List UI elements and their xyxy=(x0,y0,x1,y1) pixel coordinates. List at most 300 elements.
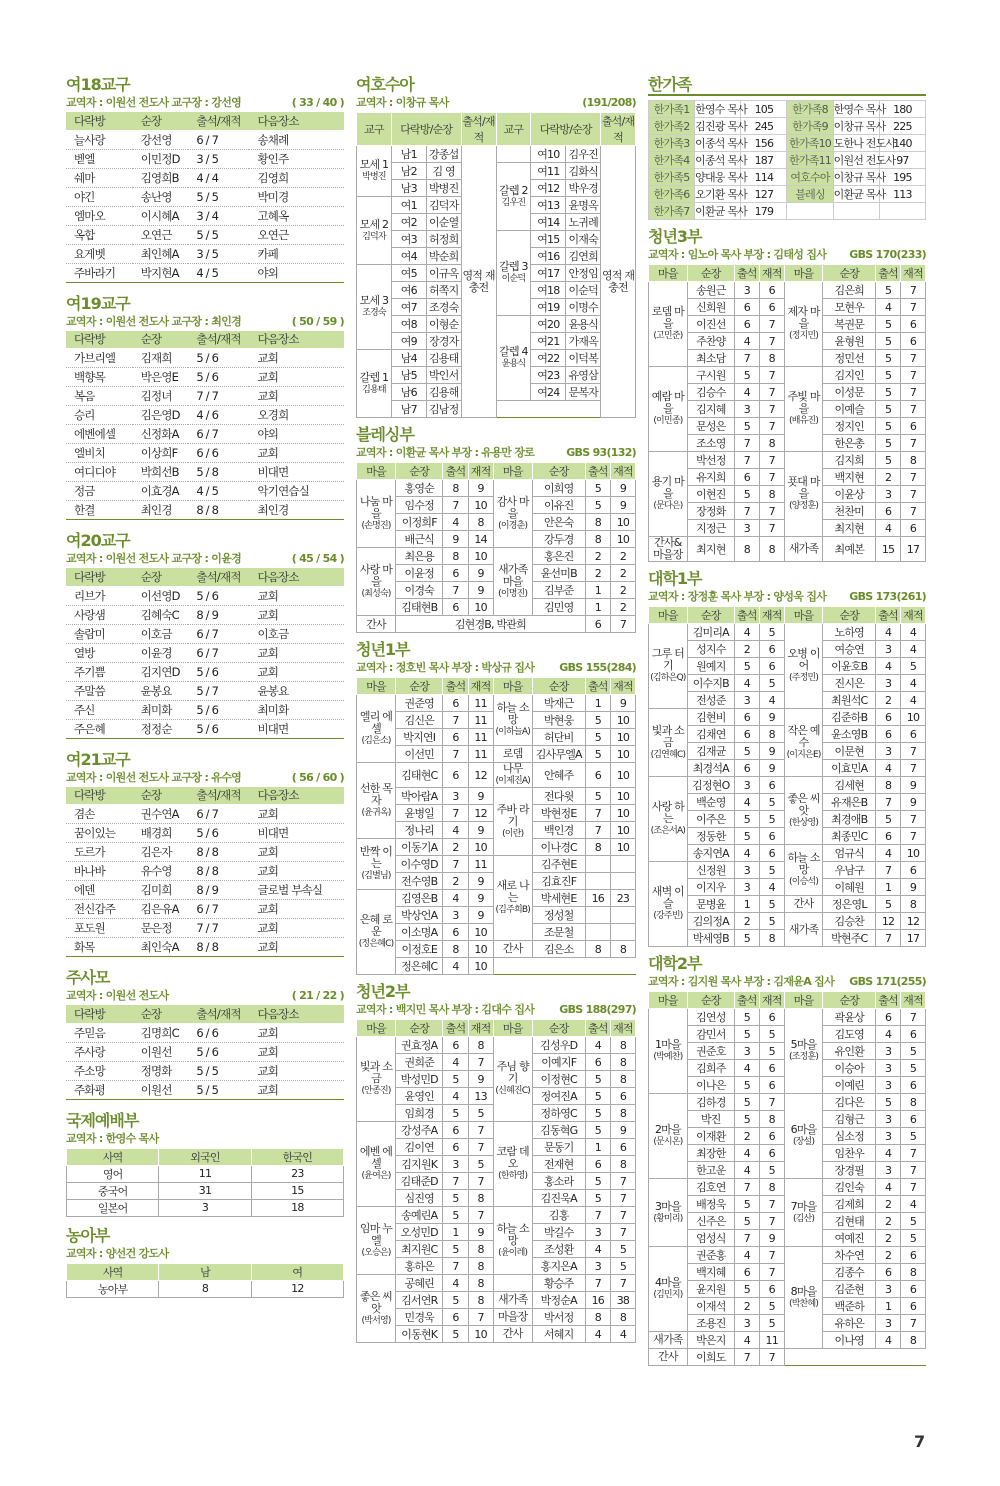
college1-village-leader: (주정민) xyxy=(789,673,819,683)
youth3-cell: 정민선 xyxy=(823,350,876,367)
parish-3-cell: 8 / 9 xyxy=(188,881,249,900)
college1-cell: 김현비 xyxy=(687,709,734,726)
college2-cell: 8 xyxy=(901,1264,926,1281)
youth3-cell: 5 xyxy=(876,333,901,350)
yeohosua-cell: 여20 xyxy=(531,316,566,333)
youth3-cell: 7 xyxy=(901,401,926,418)
college2-cell: 김준현 xyxy=(823,1281,876,1298)
youth3-village-leader: (정지민) xyxy=(789,331,819,341)
youth2-cell: 3 xyxy=(585,1224,610,1241)
parish-3-info xyxy=(66,771,344,784)
yeohosua-cell: 허정희 xyxy=(426,231,461,248)
youth3-cell: 5 xyxy=(876,435,901,452)
parish-3-count: ( 56 / 60 ) xyxy=(291,770,344,784)
parish-0-cell: 이민정D xyxy=(133,149,189,168)
college2-cell: 7 xyxy=(901,1145,926,1162)
blessing-village xyxy=(493,548,532,616)
youth2-cell: 5 xyxy=(585,1071,610,1088)
parish-4-cell: 5 / 5 xyxy=(188,1080,249,1099)
youth1-header: 순장 xyxy=(396,678,443,695)
college2-cell: 유인환 xyxy=(823,1043,876,1060)
college2-cell: 7 xyxy=(734,1179,759,1196)
parish-3-cell: 5 / 6 xyxy=(188,824,249,843)
yeohosua-group-leader: 김용태 xyxy=(362,384,386,395)
college1-cell: 5 xyxy=(734,743,759,760)
youth3-row xyxy=(649,537,926,562)
yeohosua-group-name: 모세 3 xyxy=(359,294,389,307)
youth3-cell: 7 xyxy=(734,503,759,520)
college1-cell: 4 xyxy=(876,624,901,641)
college1-cell: 이문현 xyxy=(823,743,876,760)
youth3-cell: 5 xyxy=(876,401,901,418)
yeohosua-cell: 허쪽지 xyxy=(426,282,461,299)
youth3-cell: 최예본 xyxy=(823,537,876,562)
college2-village-name: 3마을 xyxy=(654,1199,681,1213)
youth3-info xyxy=(648,248,926,261)
college2-cell: 차수연 xyxy=(823,1247,876,1264)
yeohosua-cell: 여9 xyxy=(391,333,426,350)
intl-worship-cell: 23 xyxy=(251,1165,343,1182)
youth3-cell: 7 xyxy=(759,418,784,435)
youth1-cell xyxy=(610,907,635,924)
youth2-cell: 홍하은 xyxy=(396,1258,443,1275)
parish-1-cell: 엘비치 xyxy=(66,444,133,463)
college2-cell: 5 xyxy=(734,1077,759,1094)
college1-cell: 4 xyxy=(734,675,759,692)
parish-0-header: 순장 xyxy=(133,112,189,130)
youth3-header: 순장 xyxy=(687,265,734,282)
parish-1-cell: 5 / 6 xyxy=(188,368,249,387)
blessing-cell: 6 xyxy=(443,599,468,616)
youth1-cell: 허단비 xyxy=(532,729,585,746)
youth2-cell: 5 xyxy=(585,1190,610,1207)
parish-1-cell: 복음 xyxy=(66,387,133,406)
parish-3-row xyxy=(66,938,344,957)
college1-village-name: 사랑 하는 xyxy=(651,800,684,825)
parish-3-row xyxy=(66,900,344,919)
college1-cell: 4 xyxy=(876,658,901,675)
family-cell: 245 xyxy=(741,118,787,135)
college1-cell: 이혜원 xyxy=(823,879,876,896)
family-cell: 여호수아 xyxy=(787,169,833,186)
blessing-cell: 배근식 xyxy=(396,531,443,548)
deaf-dept-info xyxy=(66,1247,344,1260)
deaf-dept-cell: 12 xyxy=(251,1280,343,1297)
parish-1-cell: 최인경 xyxy=(133,501,189,520)
blessing-header: 출석 xyxy=(443,463,468,480)
youth1-header: 재적 xyxy=(610,678,635,695)
family-cell: 한가족3 xyxy=(649,135,695,152)
college2-village-name: 6마을 xyxy=(790,1123,817,1136)
youth2-header: 출석 xyxy=(585,1020,610,1037)
youth3-count: GBS 170(233) xyxy=(849,248,926,261)
family-cell: 블레싱 xyxy=(787,186,833,203)
college2-cell: 4 xyxy=(901,1196,926,1213)
youth3-cell: 송원근 xyxy=(687,282,734,299)
parish-1-row xyxy=(66,463,344,482)
college1-cell: 윤소영B xyxy=(823,726,876,743)
parish-0-cell: 카페 xyxy=(249,244,344,263)
youth2-cell: 5 xyxy=(443,1105,468,1122)
college1-cell: 6 xyxy=(759,658,784,675)
youth3-cell: 구시원 xyxy=(687,367,734,384)
youth1-header: 출석 xyxy=(585,678,610,695)
college2-cell: 7 xyxy=(759,1094,784,1111)
youth2-village-name: 새가족 xyxy=(497,1293,528,1306)
college1-cell: 4 xyxy=(734,845,759,862)
youth3-village-leader: (배유진) xyxy=(789,416,819,426)
parish-3-staff: 교역자 : 이원선 전도사 교구장 : 유수영 xyxy=(66,770,242,784)
yeohosua-cell: 김연희 xyxy=(566,248,601,265)
college2-village xyxy=(649,1247,688,1332)
youth2-cell: 권희준 xyxy=(396,1054,443,1071)
youth3-cell: 8 xyxy=(759,435,784,452)
yeohosua-cell: 남4 xyxy=(391,350,426,367)
youth3-cell: 5 xyxy=(876,418,901,435)
youth2-row xyxy=(357,1309,636,1326)
youth2-village-leader: (오승은) xyxy=(361,1247,391,1258)
college1-village-name: 오병 이어 xyxy=(787,647,820,672)
college1-cell: 7 xyxy=(901,743,926,760)
youth2-cell: 4 xyxy=(443,1275,468,1292)
college2-cell: 5 xyxy=(734,1196,759,1213)
parish-1-cell: 백향목 xyxy=(66,368,133,387)
college1-cell: 7 xyxy=(901,760,926,777)
college1-cell: 3 xyxy=(734,862,759,879)
parish-1-table xyxy=(66,331,344,521)
youth1-cell: 1 xyxy=(585,695,610,712)
college1-cell: 3 xyxy=(876,743,901,760)
youth1-village xyxy=(493,856,532,941)
yeohosua-note: 영적 재충전 xyxy=(601,146,636,418)
parish-3-row xyxy=(66,919,344,938)
youth3-header: 출석 xyxy=(876,265,901,282)
youth1-cell: 이나경C xyxy=(532,839,585,856)
college2-cell: 김제희 xyxy=(823,1196,876,1213)
parish-2-cell: 5 / 7 xyxy=(188,681,249,700)
youth3-village-leader: (양정훈) xyxy=(789,501,819,511)
college2-cell: 윤지원 xyxy=(687,1281,734,1298)
parish-1-cell: 교회 xyxy=(249,349,344,368)
college2-cell: 7 xyxy=(901,1009,926,1026)
college2-cell: 이예린 xyxy=(823,1077,876,1094)
parish-0-header: 출석/재적 xyxy=(188,112,249,130)
college2-cell: 3 xyxy=(876,1043,901,1060)
blessing-cell: 14 xyxy=(468,531,493,548)
college1-cell: 5 xyxy=(901,658,926,675)
college2-cell: 김종수 xyxy=(823,1264,876,1281)
college1-cell: 4 xyxy=(901,675,926,692)
college2-cell: 이희도 xyxy=(687,1349,734,1366)
family-cell: 113 xyxy=(879,186,925,203)
parish-1-cell: 7 / 7 xyxy=(188,387,249,406)
youth1-cell: 10 xyxy=(610,788,635,805)
parish-2-cell: 리브가 xyxy=(66,586,133,605)
college1-cell: 7 xyxy=(876,862,901,879)
yeohosua-group-name: 갈렙 4 xyxy=(499,345,528,358)
youth3-cell: 6 xyxy=(901,333,926,350)
parish-1-row xyxy=(66,368,344,387)
parish-3-cell: 7 / 7 xyxy=(188,919,249,938)
college2-village xyxy=(649,1332,688,1349)
college2-header: 순장 xyxy=(823,992,876,1009)
college2-row xyxy=(649,1009,926,1026)
college2-title: 대학2부 xyxy=(648,954,702,973)
college2-village-name: 간사 xyxy=(658,1350,678,1363)
parish-2-row xyxy=(66,643,344,662)
youth1-cell: 박지연I xyxy=(396,729,443,746)
parish-2-cell: 주기쁨 xyxy=(66,662,133,681)
youth1-cell: 백인경 xyxy=(532,822,585,839)
college2-village-leader: (김산) xyxy=(792,1213,815,1224)
parish-3-table xyxy=(66,787,344,958)
youth3-cell: 8 xyxy=(901,452,926,469)
youth3-cell: 7 xyxy=(759,401,784,418)
college2-cell: 박은지 xyxy=(687,1332,734,1349)
parish-1-cell: 이효경A xyxy=(133,482,189,501)
yeohosua-cell: 여3 xyxy=(391,231,426,248)
youth1-count: GBS 155(284) xyxy=(559,661,636,674)
family-cell: 한가족9 xyxy=(787,118,833,135)
youth1-cell: 9 xyxy=(468,890,493,907)
youth3-cell: 7 xyxy=(759,452,784,469)
college2-cell: 6 xyxy=(759,1060,784,1077)
youth1-cell xyxy=(610,873,635,890)
college2-cell: 권준호 xyxy=(687,1043,734,1060)
college1-cell: 5 xyxy=(759,811,784,828)
intl-worship-title: 국제예배부 xyxy=(66,1110,139,1130)
blessing-cell: 2 xyxy=(610,565,635,582)
parish-4-cell: 5 / 6 xyxy=(188,1042,249,1061)
college2-cell: 김현태 xyxy=(823,1213,876,1230)
parish-2-header: 출석/재적 xyxy=(188,568,249,586)
youth2-header: 순장 xyxy=(396,1020,443,1037)
youth3-cell: 5 xyxy=(734,367,759,384)
youth1-row xyxy=(357,856,636,873)
parish-1-cell: 교회 xyxy=(249,387,344,406)
family-cell: 도한나 전도사 xyxy=(833,135,879,152)
college2-village xyxy=(649,1349,688,1366)
parish-4-cell: 김명희C xyxy=(133,1023,189,1042)
family-cell: 이종석 목사 xyxy=(695,152,741,169)
blessing-staff: 교역자 : 이환균 목사 부장 : 유용만 장로 xyxy=(356,446,535,459)
parish-2-cell: 8 / 9 xyxy=(188,605,249,624)
parish-2-count: ( 45 / 54 ) xyxy=(291,552,344,565)
college2-cell: 5 xyxy=(901,1060,926,1077)
college2-cell: 장경필 xyxy=(823,1162,876,1179)
blessing-cell: 8 xyxy=(443,480,468,497)
college1-cell: 4 xyxy=(759,879,784,896)
youth1-cell: 6 xyxy=(443,924,468,941)
college1-cell: 김미리A xyxy=(687,624,734,641)
parish-3-cell: 도르가 xyxy=(66,843,133,862)
deaf-dept-row xyxy=(67,1280,344,1297)
parish-3-cell: 김미희 xyxy=(133,881,189,900)
parish-2-cell: 주말씀 xyxy=(66,681,133,700)
deaf-dept-title: 농아부 xyxy=(66,1225,110,1245)
parish-0-cell: 강선영 xyxy=(133,130,189,149)
youth1-village xyxy=(357,763,396,839)
youth2-cell: 8 xyxy=(468,1258,493,1275)
youth3-title: 청년3부 xyxy=(648,227,702,246)
youth2-village-leader: (한하영) xyxy=(498,1171,528,1181)
college1-cell: 송지연A xyxy=(687,845,734,862)
parish-4-staff: 교역자 : 이원선 전도사 xyxy=(66,989,169,1002)
college2-cell: 7 xyxy=(759,1349,784,1366)
college2-cell: 5 xyxy=(734,1213,759,1230)
yeohosua-cell: 여13 xyxy=(531,197,566,214)
youth1-cell: 9 xyxy=(468,822,493,839)
youth3-cell: 7 xyxy=(901,282,926,299)
parish-0-row xyxy=(66,244,344,263)
youth2-cell: 5 xyxy=(585,1173,610,1190)
youth2-cell: 6 xyxy=(610,1139,635,1156)
parish-3-cell: 화목 xyxy=(66,938,133,957)
parish-3-cell: 겸손 xyxy=(66,805,133,824)
youth2-cell: 김홍 xyxy=(532,1207,585,1224)
college2-cell: 엄성식 xyxy=(687,1230,734,1247)
college2-cell: 백준하 xyxy=(823,1298,876,1315)
youth3-cell: 주찬양 xyxy=(687,333,734,350)
parish-0-cell: 김영희B xyxy=(133,168,189,187)
blessing-cell: 김부준 xyxy=(532,582,585,599)
college1-cell: 최경애B xyxy=(823,811,876,828)
blessing-cell: 8 xyxy=(468,514,493,531)
yeohosua-row xyxy=(357,401,636,418)
youth1-cell: 10 xyxy=(610,746,635,763)
parish-3-title: 여21교구 xyxy=(66,749,130,769)
youth3-village xyxy=(649,537,688,562)
parish-3-cell: 교회 xyxy=(249,843,344,862)
youth2-village xyxy=(493,1207,532,1275)
youth2-row xyxy=(357,1207,636,1224)
family-table xyxy=(648,100,926,220)
parish-1-row xyxy=(66,501,344,520)
college2-cell: 6 xyxy=(759,1128,784,1145)
deaf-dept-header: 남 xyxy=(159,1263,251,1280)
column-right xyxy=(648,68,926,1374)
youth2-cell: 6 xyxy=(443,1037,468,1054)
parish-3-header: 출석/재적 xyxy=(188,787,249,805)
youth1-cell: 안혜주 xyxy=(532,763,585,788)
college1-cell: 성지수 xyxy=(687,641,734,658)
parish-0-row xyxy=(66,149,344,168)
parish-1-cell: 야외 xyxy=(249,425,344,444)
family-cell xyxy=(787,203,833,220)
college1-cell: 2 xyxy=(734,641,759,658)
youth3-cell: 이윤상 xyxy=(823,486,876,503)
parish-2-header: 다락방 xyxy=(66,568,133,586)
blessing-cell: 안은숙 xyxy=(532,514,585,531)
youth3-cell: 7 xyxy=(901,299,926,316)
parish-4-cell: 주화평 xyxy=(66,1080,133,1099)
blessing-cell: 임수정 xyxy=(396,497,443,514)
youth3-table xyxy=(648,264,926,562)
college1-cell: 6 xyxy=(734,726,759,743)
college1-village xyxy=(649,777,688,862)
blessing-header: 마을 xyxy=(493,463,532,480)
parish-3-cell: 8 / 8 xyxy=(188,843,249,862)
deaf-dept-table xyxy=(66,1263,344,1298)
parish-1-cell: 6 / 6 xyxy=(188,444,249,463)
youth3-cell: 박선정 xyxy=(687,452,734,469)
yeohosua-cell: 여8 xyxy=(391,316,426,333)
college1-header: 마을 xyxy=(649,607,688,624)
parish-1-cell: 오경희 xyxy=(249,406,344,425)
youth3-cell: 7 xyxy=(734,452,759,469)
youth2-cell: 박정순A xyxy=(532,1292,585,1309)
youth2-cell: 전재현 xyxy=(532,1156,585,1173)
youth3-cell: 6 xyxy=(901,418,926,435)
youth1-cell: 7 xyxy=(443,805,468,822)
college2-cell: 5 xyxy=(734,1026,759,1043)
parish-0-info xyxy=(66,96,344,109)
blessing-cell: 최은용 xyxy=(396,548,443,565)
youth1-cell: 김은소 xyxy=(532,941,585,958)
youth2-cell: 김지원K xyxy=(396,1156,443,1173)
youth2-header: 순장 xyxy=(532,1020,585,1037)
college1-row xyxy=(649,777,926,794)
youth3-header: 재적 xyxy=(901,265,926,282)
college2-village-name: 4마을 xyxy=(654,1276,681,1289)
parish-4-header: 순장 xyxy=(133,1005,189,1023)
college1-cell: 3 xyxy=(876,675,901,692)
youth1-cell: 10 xyxy=(610,763,635,788)
college2-cell: 4 xyxy=(876,1026,901,1043)
college1-cell: 여승연 xyxy=(823,641,876,658)
youth2-cell: 9 xyxy=(468,1071,493,1088)
college2-cell: 4 xyxy=(734,1332,759,1349)
college1-cell: 5 xyxy=(734,658,759,675)
deaf-dept-cell: 농아부 xyxy=(67,1280,159,1297)
parish-3-cell: 교회 xyxy=(249,919,344,938)
college2-cell: 6 xyxy=(901,1077,926,1094)
youth1-cell: 이동기A xyxy=(396,839,443,856)
youth3-cell: 3 xyxy=(734,401,759,418)
family-cell xyxy=(879,203,925,220)
college2-cell: 7 xyxy=(759,1213,784,1230)
youth1-cell: 조문철 xyxy=(532,924,585,941)
youth3-cell: 이성문 xyxy=(823,384,876,401)
yeohosua-row xyxy=(357,316,636,333)
yeohosua-cell: 여2 xyxy=(391,214,426,231)
college1-cell: 4 xyxy=(901,692,926,709)
college2-cell: 8 xyxy=(901,1094,926,1111)
youth1-cell xyxy=(585,907,610,924)
family-cell: 156 xyxy=(741,135,787,152)
college1-row xyxy=(649,624,926,641)
youth2-cell: 조성환 xyxy=(532,1241,585,1258)
college2-village-leader: (장설) xyxy=(792,1137,815,1147)
college2-cell: 곽윤상 xyxy=(823,1009,876,1026)
college2-cell: 감민서 xyxy=(687,1026,734,1043)
college1-header: 재적 xyxy=(759,607,784,624)
college2-village xyxy=(649,1179,688,1247)
yeohosua-cell: 여5 xyxy=(391,265,426,282)
youth3-village-name: 푯대 마을 xyxy=(787,475,820,500)
youth2-cell: 8 xyxy=(585,1309,610,1326)
youth2-cell: 8 xyxy=(610,1309,635,1326)
college2-cell: 6 xyxy=(759,1077,784,1094)
youth3-village-leader: (고민준) xyxy=(653,331,683,341)
parish-3-cell: 전신갑주 xyxy=(66,900,133,919)
college2-row xyxy=(649,1349,926,1366)
parish-2-row xyxy=(66,605,344,624)
youth2-village xyxy=(493,1326,532,1343)
yeohosua-cell: 남3 xyxy=(391,180,426,197)
college2-cell: 임찬우 xyxy=(823,1145,876,1162)
youth2-cell: 1 xyxy=(443,1224,468,1241)
